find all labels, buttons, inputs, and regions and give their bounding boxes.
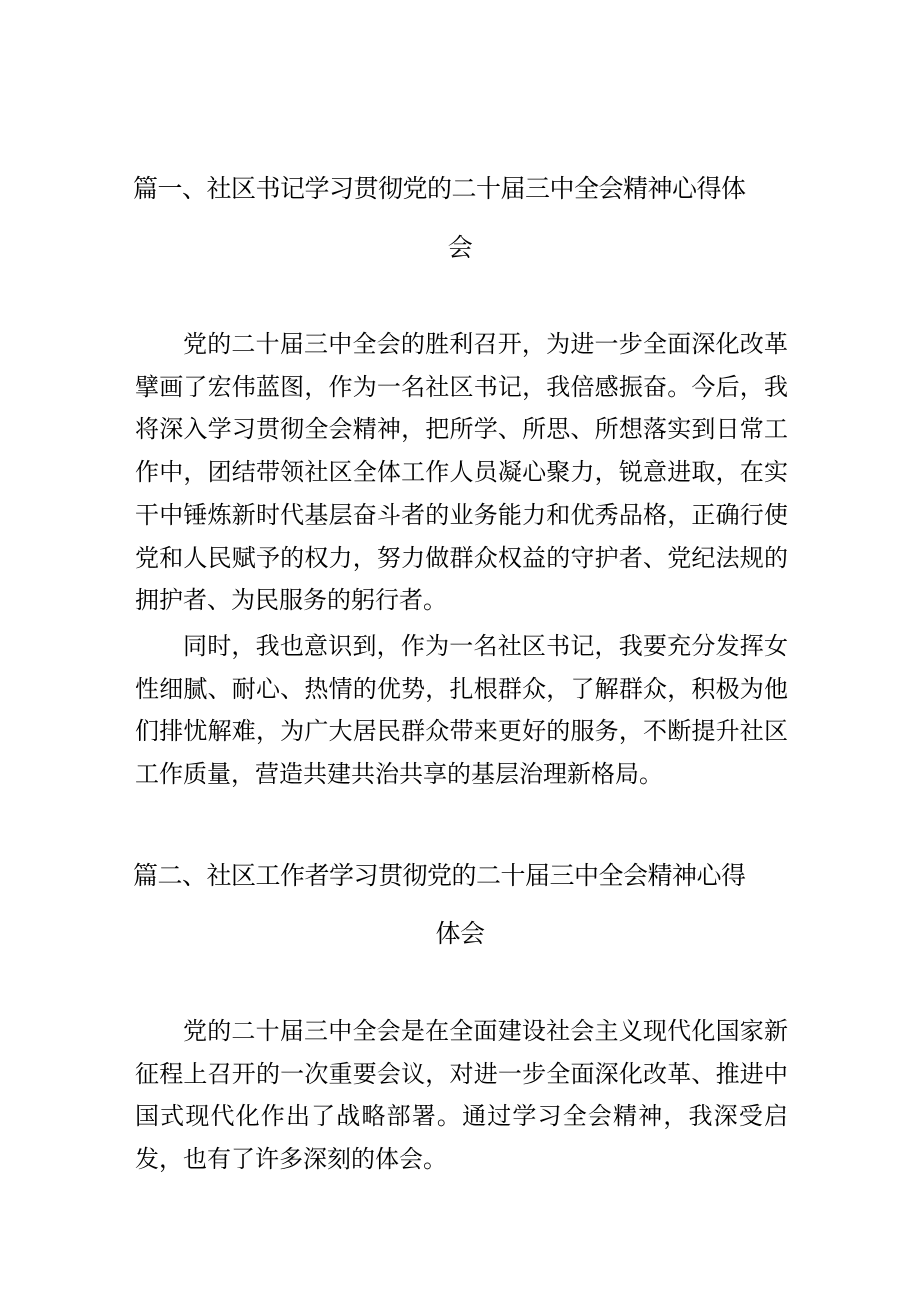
section-2-title-line-1: 篇二、社区工作者学习贯彻党的二十届三中全会精神心得 [133, 861, 746, 890]
section-2-title-line-2: 体会 [435, 919, 485, 948]
section-1-title-line-2: 会 [447, 233, 473, 262]
section-1-title-line-1: 篇一、社区书记学习贯彻党的二十届三中全会精神心得体 [133, 174, 746, 203]
section-1-paragraph-1: 党的二十届三中全会的胜利召开，为进一步全面深化改革擘画了宏伟蓝图，作为一名社区书记，我倍感振奋。今后，我将深入学习贯彻全会精神，把所学、所思、所想落实到日常工作中，团结带领社区全体工作人员凝心聚力，锐意进取，在实干中锤炼新时代基层奋斗者的业务能力和优秀品格，正确行使党和人民赋予的权力，努力做群众权益的守护者、党纪法规的拥护者、为民服务的躬行者。 [135, 330, 788, 615]
section-2-paragraph-1: 党的二十届三中全会是在全面建设社会主义现代化国家新征程上召开的一次重要会议，对进一步全面深化改革、推进中国式现代化作出了战略部署。通过学习全会精神，我深受启发，也有了许多深刻的体会。 [135, 1017, 788, 1174]
section-1-paragraph-2: 同时，我也意识到，作为一名社区书记，我要充分发挥女性细腻、耐心、热情的优势，扎根群众，了解群众，积极为他们排忧解难，为广大居民群众带来更好的服务，不断提升社区工作质量，营造共建共治共享的基层治理新格局。 [135, 632, 788, 789]
